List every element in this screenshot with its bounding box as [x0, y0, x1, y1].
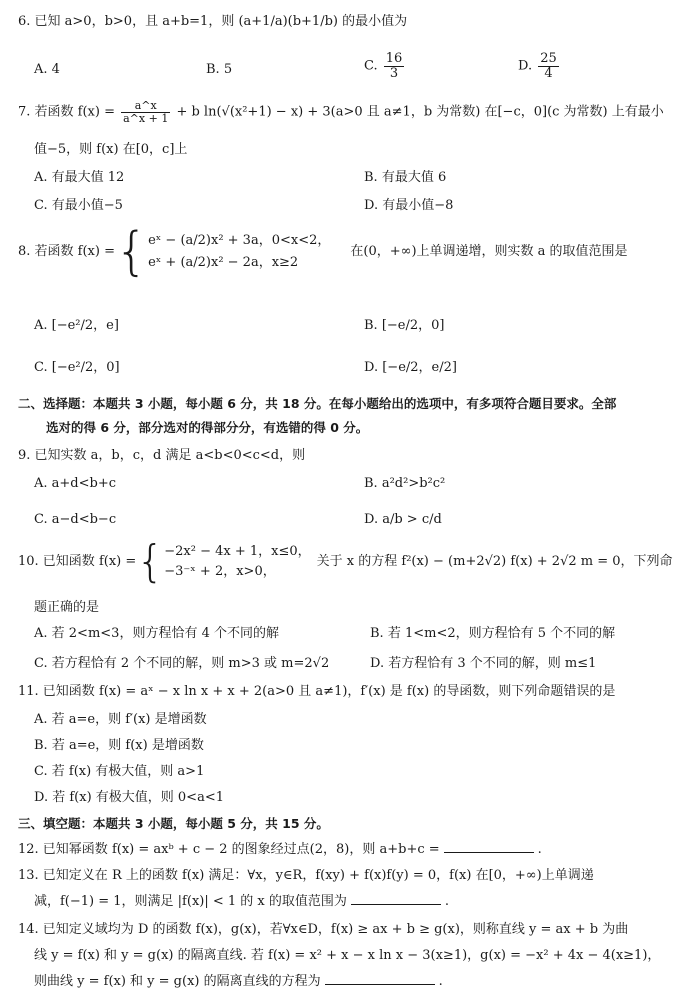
q10-option-a: A. 若 2<m<3，则方程恰有 4 个不同的解 [34, 626, 279, 641]
q6-stem: 6. 已知 a>0，b>0，且 a+b=1，则 (a+1/a)(b+1/b) 的最小值为 [18, 14, 408, 29]
q8-case-2: eˣ + (a/2)x² − 2a，x≥2 [148, 255, 299, 270]
q10-option-b: B. 若 1<m<2，则方程恰有 5 个不同的解 [370, 626, 616, 641]
q13-end: . [444, 894, 450, 909]
q9-option-c: C. a−d<b−c [34, 512, 117, 527]
section-2-heading: 二、选择题：本题共 3 小题，每小题 6 分，共 18 分。在每小题给出的选项中，有多项符合题目要求。全部 [18, 396, 617, 411]
q6-option-c-frac [384, 52, 405, 80]
q11-option-c: C. 若 f(x) 有极大值，则 a>1 [34, 764, 205, 779]
q7-option-d: D. 有最小值−8 [364, 198, 454, 213]
q14-end: . [438, 974, 443, 989]
q11-stem: 11. 已知函数 f(x) = aˣ − x ln x + x + 2(a>0 且 a≠1)，f′(x) 是 f(x) 的导函数，则下列命题错误的是 [18, 684, 616, 699]
q12-text: 12. 已知幂函数 f(x) = axᵇ + c − 2 的图象经过点(2，8)，则 a+b+c = [18, 842, 440, 857]
q6-option-d [518, 52, 561, 80]
q11-option-a: A. 若 a=e，则 f′(x) 是增函数 [34, 712, 207, 727]
q8-case-1: eˣ − (a/2)x² + 3a，0<x<2， [148, 232, 331, 248]
q6-option-c-label: C. [364, 58, 378, 74]
q8-suffix: 在(0，+∞)上单调递增，则实数 a 的取值范围是 [350, 243, 628, 259]
q7-prefix: 7. 若函数 f(x) = [18, 104, 115, 120]
q8-option-d: D. [−e/2，e/2] [364, 360, 457, 375]
section-3-heading: 三、填空题：本题共 3 小题，每小题 5 分，共 15 分。 [18, 816, 329, 831]
q9-option-b: B. a²d²>b²c² [364, 476, 446, 491]
q8-option-a: A. [−e²/2，e] [34, 318, 119, 333]
q6-option-b: B. 5 [206, 62, 233, 77]
frac-num: 16 [385, 51, 403, 66]
q10-cases [164, 542, 310, 582]
q9-option-d: D. a/b > c/d [364, 512, 442, 527]
q8-option-c: C. [−e²/2，0] [34, 360, 120, 375]
q8-cases [148, 230, 330, 274]
q10-stem [18, 536, 673, 587]
q7-frac [121, 100, 170, 124]
q12-end: . [537, 842, 542, 857]
q7-option-c: C. 有最小值−5 [34, 198, 123, 213]
q8-stem [18, 222, 628, 282]
q10-option-d: D. 若方程恰有 3 个不同的解，则 m≤1 [370, 656, 597, 671]
q6-option-c [364, 52, 406, 80]
q10-suffix: 关于 x 的方程 f²(x) − (m+2√2) f(x) + 2√2 m = 0，下列命 [316, 553, 673, 569]
frac-den: 4 [538, 66, 559, 81]
q14-stem: 14. 已知定义域均为 D 的函数 f(x)，g(x)，若∀x∈D，f(x) ≥ ax + b ≥ g(x)，则称直线 y = ax + b 为曲 [18, 922, 629, 937]
q14-text: 则曲线 y = f(x) 和 y = g(x) 的隔离直线的方程为 [34, 974, 321, 989]
q7-rest: + b ln(√(x²+1) − x) + 3(a>0 且 a≠1，b 为常数) 在[−c，0](c 为常数) 上有最小 [176, 104, 664, 120]
q6-option-d-frac [538, 52, 559, 80]
q10-case-1: −2x² − 4x + 1，x≤0， [164, 543, 311, 559]
q13-stem: 13. 已知定义在 R 上的函数 f(x) 满足：∀x，y∈R，f(xy) + f(x)f(y) = 0，f(x) 在[0，+∞)上单调递 [18, 868, 594, 883]
q8-option-b: B. [−e/2，0] [364, 318, 445, 333]
q10-stem-line2: 题正确的是 [34, 600, 100, 615]
q7-option-b: B. 有最大值 6 [364, 170, 447, 185]
q10-prefix: 10. 已知函数 f(x) = [18, 553, 137, 569]
q9-option-a: A. a+d<b+c [34, 476, 117, 491]
q13-answer-blank[interactable] [351, 903, 441, 905]
q10-option-c: C. 若方程恰有 2 个不同的解，则 m>3 或 m=2√2 [34, 656, 330, 671]
q14-stem-line3 [34, 974, 443, 990]
q10-case-2: −3⁻ˣ + 2，x>0， [164, 564, 276, 579]
q11-option-d: D. 若 f(x) 有极大值，则 0<a<1 [34, 790, 224, 805]
q10-brace: { [136, 536, 165, 587]
frac-den: 3 [384, 66, 405, 81]
q6-option-d-label: D. [518, 58, 533, 74]
section-2-heading-line2: 选对的得 6 分，部分选对的得部分分，有选错的得 0 分。 [46, 420, 369, 435]
q14-stem-line2: 线 y = f(x) 和 y = g(x) 的隔离直线. 若 f(x) = x² + x − x ln x − 3(x≥1)，g(x) = −x² + 4x − 4(x≥1)， [34, 948, 661, 963]
frac-num: 25 [540, 51, 557, 66]
q6-option-a: A. 4 [34, 62, 60, 77]
q7-option-a: A. 有最大值 12 [34, 170, 125, 185]
frac-den: a^x + 1 [123, 111, 169, 125]
q13-text: 减，f(−1) = 1，则满足 |f(x)| < 1 的 x 的取值范围为 [34, 894, 347, 909]
q11-option-b: B. 若 a=e，则 f(x) 是增函数 [34, 738, 204, 753]
q12-stem [18, 842, 542, 858]
q9-stem: 9. 已知实数 a，b，c，d 满足 a<b<0<c<d，则 [18, 448, 306, 463]
q13-stem-line2 [34, 894, 449, 910]
q7-stem [18, 100, 664, 124]
q12-answer-blank[interactable] [444, 851, 534, 853]
q8-brace: { [114, 222, 149, 282]
q7-stem-line2: 值−5，则 f(x) 在[0，c]上 [34, 142, 188, 157]
q8-prefix: 8. 若函数 f(x) = [18, 243, 115, 259]
q14-answer-blank[interactable] [325, 983, 435, 985]
frac-num: a^x [134, 99, 157, 112]
